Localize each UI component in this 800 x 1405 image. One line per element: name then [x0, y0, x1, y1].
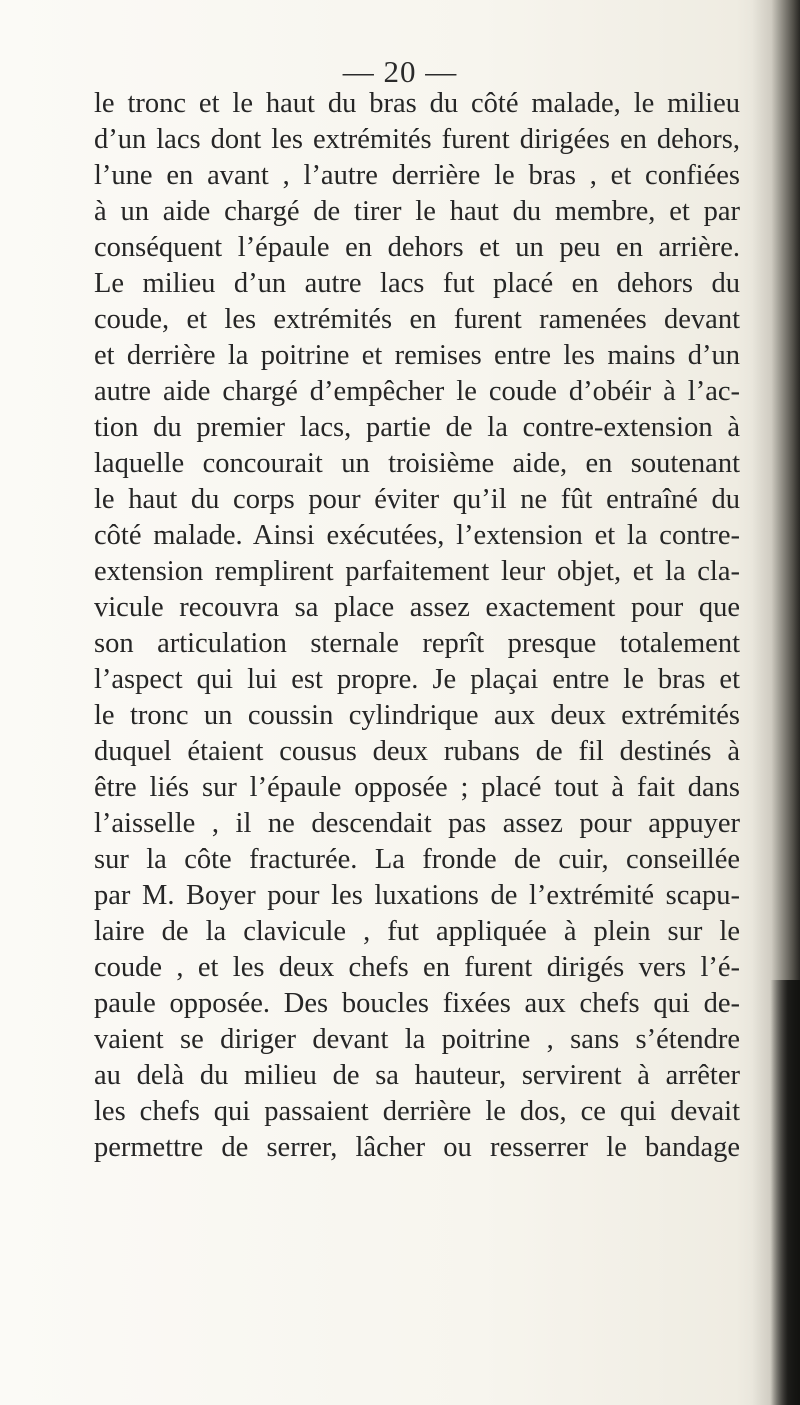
text-line: autre aide chargé d’empêcher le coude d’obéir à l’ac- — [94, 376, 740, 407]
text-line: à un aide chargé de tirer le haut du membre, et par — [94, 196, 740, 227]
text-line: l’aisselle , il ne descendait pas assez pour appuyer — [94, 808, 740, 839]
text-line: l’une en avant , l’autre derrière le bras , et confiées — [94, 160, 740, 191]
text-line: paule opposée. Des boucles fixées aux chefs qui de- — [94, 988, 740, 1019]
text-line: l’aspect qui lui est propre. Je plaçai entre le bras et — [94, 664, 740, 695]
text-line: au delà du milieu de sa hauteur, servirent à arrêter — [94, 1060, 740, 1091]
text-line: tion du premier lacs, partie de la contre-extension à — [94, 412, 740, 443]
text-line: permettre de serrer, lâcher ou resserrer le bandage — [94, 1132, 740, 1163]
text-line: vicule recouvra sa place assez exactement pour que — [94, 592, 740, 623]
text-line: côté malade. Ainsi exécutées, l’extension et la contre- — [94, 520, 740, 551]
text-line: laire de la clavicule , fut appliquée à plein sur le — [94, 916, 740, 947]
text-line: coude , et les deux chefs en furent dirigés vers l’é- — [94, 952, 740, 983]
text-line: son articulation sternale reprît presque totalement — [94, 628, 740, 659]
text-line: d’un lacs dont les extrémités furent dirigées en dehors, — [94, 124, 740, 155]
body-text — [94, 86, 740, 1166]
text-line: duquel étaient cousus deux rubans de fil destinés à — [94, 736, 740, 767]
text-line: laquelle concourait un troisième aide, en soutenant — [94, 448, 740, 479]
text-line: le haut du corps pour éviter qu’il ne fût entraîné du — [94, 484, 740, 515]
text-line: Le milieu d’un autre lacs fut placé en dehors du — [94, 268, 740, 299]
text-line: et derrière la poitrine et remises entre les mains d’un — [94, 340, 740, 371]
text-line: coude, et les extrémités en furent ramenées devant — [94, 304, 740, 335]
text-line: le tronc un coussin cylindrique aux deux extrémités — [94, 700, 740, 731]
text-line: conséquent l’épaule en dehors et un peu en arrière. — [94, 232, 740, 263]
text-line: être liés sur l’épaule opposée ; placé tout à fait dans — [94, 772, 740, 803]
text-line: sur la côte fracturée. La fronde de cuir, conseillée — [94, 844, 740, 875]
text-line: le tronc et le haut du bras du côté malade, le milieu — [94, 88, 740, 119]
text-line: par M. Boyer pour les luxations de l’extrémité scapu- — [94, 880, 740, 911]
page-binding-shadow — [770, 980, 800, 1405]
text-line: les chefs qui passaient derrière le dos, ce qui devait — [94, 1096, 740, 1127]
text-line: extension remplirent parfaitement leur objet, et la cla- — [94, 556, 740, 587]
page-number: — 20 — — [342, 54, 458, 89]
text-line: vaient se diriger devant la poitrine , sans s’étendre — [94, 1024, 740, 1055]
